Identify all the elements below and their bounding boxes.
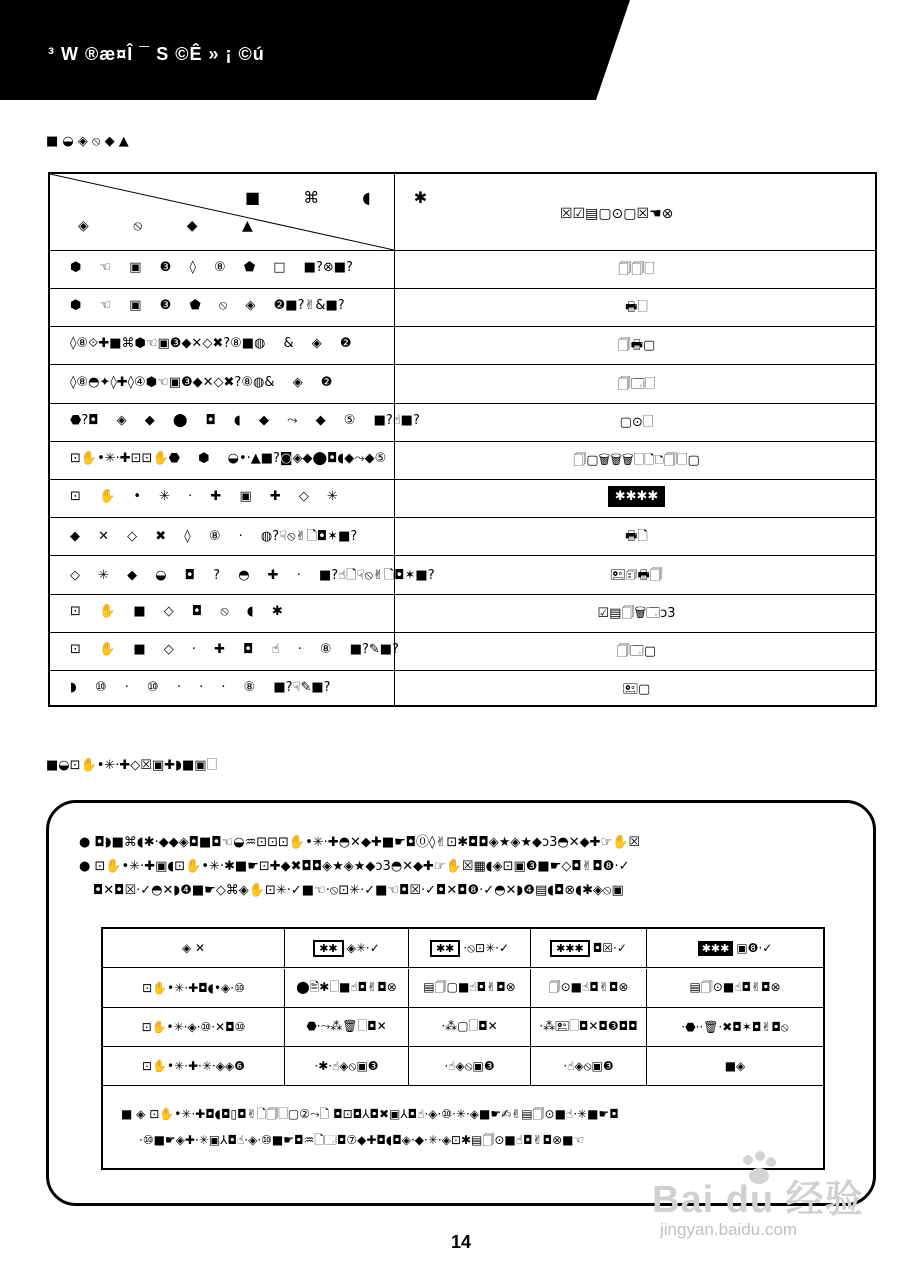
cell-symbols: 🗍🖶▢: [617, 338, 656, 354]
row-label: ⊡✋•✳·✚◘◖•◈·⑩: [103, 969, 285, 1007]
table-cell-right: [394, 336, 879, 358]
header-band: [0, 0, 922, 100]
table-cell-left: ⬢ ☜ ▣ ❸ ◊ ⑧ ⬟ □ ■?⊗■?: [70, 260, 353, 275]
inner-table-row: [103, 969, 823, 1008]
table-cell: ·⁂🖭🗌◘✕◘❸◘◘: [531, 1008, 647, 1046]
table-cell-left: ◆ ✕ ◇ ✖ ◊ ⑧ · ◍?☟⦸✌🗋◘✶■?: [70, 529, 358, 545]
right-column-header: ☒☑▤▢⊙▢☒☚⊗: [560, 206, 674, 222]
table-cell: 🗍⊙■☝◘✌◘⊗: [531, 969, 647, 1007]
inner-header-cell: [647, 929, 823, 967]
table-cell: ·✱·☝◈⦸▣❸: [285, 1047, 409, 1085]
header-cell-text: ◘☒·✓: [592, 941, 627, 955]
table-cell: ▤🗍⊙■☝◘✌◘⊗: [689, 979, 781, 994]
table-row: [50, 517, 875, 556]
cell-symbols: ☑▤🗍🗑🗔ↄ3: [597, 605, 676, 621]
column-header-label: ■ ⌘ ◖ ✱: [245, 188, 428, 207]
inner-table: [101, 927, 825, 1170]
inner-header-cell: [531, 929, 647, 967]
table-cell-left: ⊡✋•✳·✚⊡⊡✋⬣ ⬢ ◒•·▲■?◙◈◆⬤◘◖◆⤳◆⑤: [70, 451, 387, 466]
table-cell: ·☝◈⦸▣❸: [531, 1047, 647, 1085]
table-cell-left: ⬢ ☜ ▣ ❸ ⬟ ⦸ ◈ ❷■?✌&■?: [70, 298, 345, 314]
table-cell: ⬣·⤳⁂🗑🗌◘✕: [285, 1008, 409, 1046]
table-cell-right: [394, 489, 879, 504]
inner-header-cell: [285, 929, 409, 967]
table-cell-left: ◇ ✳ ◆ ◒ ◘ ? ◓ ✚ · ■?☝🗋☟⦸✌🗋◘✶■?: [70, 567, 435, 583]
table-cell-left: ◊⑧⟐✚■⌘⬢☜▣❸◆✕◇✖?⑧■◍ & ◈ ❷: [70, 336, 352, 352]
cell-symbols: 🗍🗔▢: [616, 644, 657, 659]
cell-symbols: 🗍🗍🗌: [618, 262, 655, 277]
table-row: [50, 441, 875, 480]
inner-header-label: ◈ ✕: [103, 929, 285, 967]
cell-symbols: 🖭▢: [622, 682, 651, 698]
table-cell-right: [394, 451, 879, 473]
table-row: [50, 403, 875, 442]
table-cell-right: [394, 604, 879, 626]
note-line: ·⑩■☛◈✚·✳▣⅄◘☝·◈·⑩■☛◘♒🗋🗔◘⑦◆✚◘◖◘◈·◆·✳·◈⊡✱▤🗍⊙■☝◘✌◘⊗■☜: [139, 1133, 585, 1147]
section2-heading: ■◒⊡✋•✳·✚◇☒▣✚◗■▣🗌: [46, 758, 217, 773]
cell-symbols: 🖶🗋: [625, 529, 648, 545]
header-cell-text: ·⦸⊡✳·✓: [463, 940, 510, 955]
inner-table-row: [103, 1047, 823, 1086]
watermark-url: jingyan.baidu.com: [660, 1220, 798, 1239]
table-cell-right: [394, 566, 879, 588]
header-cell-text: ◈✳·✓: [346, 941, 380, 955]
table-row: [50, 250, 875, 289]
table-row: [50, 594, 875, 633]
table-cell: ·☝◈⦸▣❸: [409, 1047, 531, 1085]
page-number: 14: [450, 1232, 472, 1252]
table-cell-left: ⬣?◘ ◈ ◆ ⬤ ◘ ◖ ◆ ⤳ ◆ ⑤ ■?☝■?: [70, 412, 420, 428]
table-cell-right: [394, 680, 879, 702]
spec-table-header: [50, 174, 875, 251]
table-cell-left: ◗ ⑩ · ⑩ · · · ⑧ ■?☟✎■?: [70, 680, 331, 696]
inverted-label: ✱✱✱: [698, 941, 734, 956]
bullet-line: ● ⊡✋•✳·✚▣◖⊡✋•✳·✱■☛⊡✚◆✖◘◘◈★◈★◆ↄ3◓✕◆✚☞✋☒▦◖◈⊡▣❸■☛◇◘✌◘❽·✓: [79, 859, 630, 874]
table-cell-right: [394, 298, 879, 320]
table-cell: ·⁂▢🗌◘✕: [409, 1008, 531, 1046]
cell-symbols: 🗍🗔🗌: [617, 376, 656, 392]
bullet-line: ◘✕◘☒·✓◓✕◗❹■☛◇⌘◈✋⊡✳·✓■☜·⦸⊡✳·✓■☜◘☒·✓◘✕◘❽·✓◓✕◗❹▤◖◘⊗◖✱◈⦸▣: [93, 883, 624, 898]
table-cell: ▤🗍▢■☝◘✌◘⊗: [409, 969, 531, 1007]
header-cell-text: ▣❽·✓: [736, 941, 773, 955]
table-cell: ·⬣··🗑·✖◘✶◘✌◘⦸: [681, 1019, 789, 1034]
row-header-label: ◈ ⦸ ◆ ▲: [78, 218, 253, 234]
cell-symbols: 🖶🗌: [625, 300, 648, 316]
table-cell-right: [394, 375, 879, 397]
table-cell: ⬤🖹✱🗌■☝◘✌◘⊗: [285, 969, 409, 1007]
watermark-logo: Bai du 经验: [652, 1179, 864, 1221]
row-label: ⊡✋•✳·◈·⑩·✕◘⑩: [103, 1008, 285, 1046]
page-title: ³ W ®æ¤Î ¯ S ©Ê » ¡ ©ú: [48, 44, 265, 64]
table-row: [50, 288, 875, 327]
boxed-label: ✱✱: [313, 940, 343, 957]
note-line: ■ ◈ ⊡✋•✳·✚◘◖◘▯◘✌🗋🗍🗌▢②⤳🗋 ◘⊡◘⅄◘✖▣⅄◘☝·◈·⑩·✳·◈■☛✍✌▤🗍⊙■☝·✳■☛◘: [121, 1107, 619, 1121]
table-row: [50, 632, 875, 671]
table-cell: ■◈: [724, 1059, 746, 1073]
watermark: [652, 1150, 872, 1250]
table-cell-right: [394, 413, 879, 435]
table-row: [50, 556, 875, 595]
table-cell-left: ◊⑧◓✦◊✚◊④⬢☜▣❸◆✕◇✖?⑧◍& ◈ ❷: [70, 374, 333, 390]
inner-header-cell: [409, 929, 531, 967]
table-row: [50, 670, 875, 708]
inner-table-row: [103, 1008, 823, 1047]
boxed-label: ✱✱: [430, 940, 460, 957]
diagonal-header-line: [50, 174, 395, 250]
spec-table: [48, 172, 877, 707]
table-cell-left: ⊡ ✋ • ✳ · ✚ ▣ ✚ ◇ ✳: [70, 489, 338, 505]
cell-symbols: ✱✱✱✱: [608, 486, 666, 507]
cell-symbols: ▢⊙🗌: [619, 414, 654, 430]
section1-heading: ■ ◒ ◈ ⦸ ◆ ▲: [46, 134, 129, 149]
row-label: ⊡✋•✳·✚·✳·◈◈❻: [103, 1047, 285, 1085]
table-cell-left: ⊡ ✋ ■ ◇ ◘ ⦸ ◖ ✱: [70, 603, 283, 619]
notes-box: [46, 800, 876, 1206]
boxed-label: ✱✱✱: [550, 940, 590, 957]
table-cell-right: [394, 642, 879, 664]
table-row: [50, 365, 875, 404]
bullet-line: ● ◘◗■⌘◖✱·◆◆◈◘■◘☜◒♒⊡⊡⊡✋•✳·✚◓✕◆✚■☛◘⓪◊✌⊡✱◘◘◈★◈★◆ↄ3◓✕◆✚☞✋☒: [79, 835, 641, 850]
inner-table-header: [103, 929, 823, 968]
table-cell-left: ⊡ ✋ ■ ◇ · ✚ ◘ ☝ · ⑧ ■?✎■?: [70, 642, 399, 657]
cell-symbols: 🖭🗊🖶🗍: [610, 567, 663, 583]
table-cell-right: [394, 260, 879, 282]
table-cell-right: [394, 527, 879, 549]
table-row: [50, 326, 875, 365]
cell-symbols: 🗍▢🗑🗑🗑🗌🗋🗅🗍🗌▢: [573, 453, 700, 468]
table-row: [50, 479, 875, 518]
